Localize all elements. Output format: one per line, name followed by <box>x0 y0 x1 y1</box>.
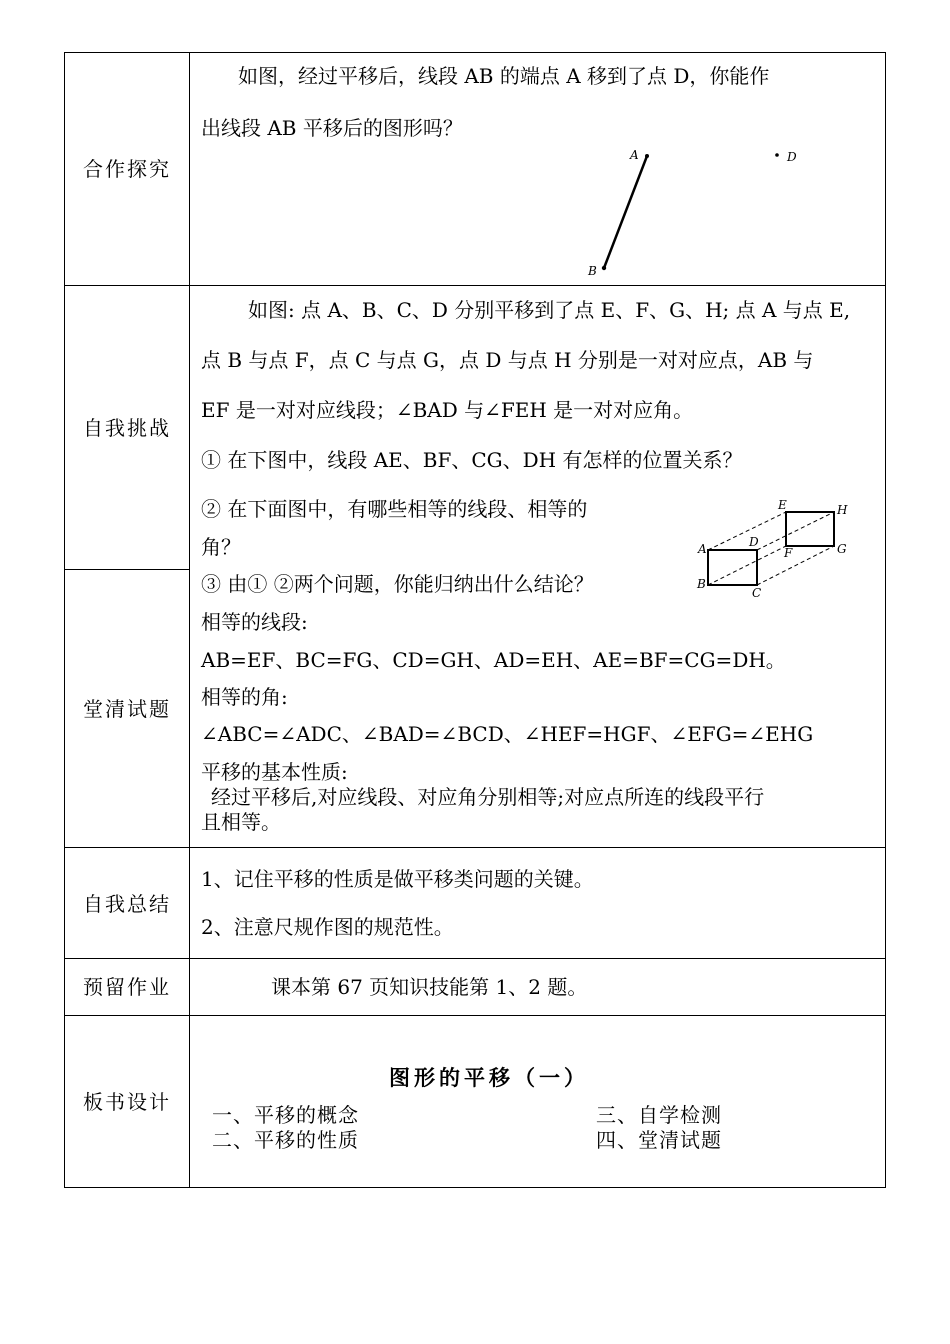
property-line2: 且相等。 <box>201 810 281 834</box>
challenge-question-1: ① 在下图中，线段 AE、BF、CG、DH 有怎样的位置关系？ <box>201 448 743 472</box>
label-f: F <box>784 546 793 560</box>
challenge-text-line1: 如图: 点 A、B、C、D 分别平移到了点 E、F、G、H; 点 A 与点 E, <box>248 298 851 322</box>
row-divider <box>64 1015 886 1016</box>
equal-angles-list: ∠ABC=∠ADC、∠BAD=∠BCD、∠HEF=HGF、∠EFG=∠EHG <box>201 722 814 746</box>
point-d <box>775 153 779 157</box>
label-c: C <box>752 586 762 600</box>
equal-segments-list: AB=EF、BC=FG、CD=GH、AD=EH、AE=BF=CG=DH。 <box>201 648 786 672</box>
column-divider <box>189 52 190 1188</box>
label-a: A <box>698 542 707 556</box>
label-e: E <box>778 498 787 512</box>
segment-ae <box>708 512 786 550</box>
label-divider <box>64 569 189 570</box>
segment-ab <box>604 156 647 268</box>
challenge-text-line2: 点 B 与点 F，点 C 与点 G，点 D 与点 H 分别是一对对应点，AB 与 <box>201 348 814 372</box>
board-item-4: 四、堂清试题 <box>596 1128 722 1152</box>
table-border-bottom <box>64 1187 886 1188</box>
challenge-text-line3: EF 是一对对应线段；∠BAD 与∠FEH 是一对对应角。 <box>201 398 694 422</box>
label-a: A <box>630 148 639 162</box>
property-title: 平移的基本性质: <box>201 760 348 784</box>
rectangle-efgh <box>786 512 834 546</box>
translation-figure <box>690 495 860 605</box>
row-label-summary: 自我总结 <box>83 892 171 916</box>
table-border-right <box>885 52 886 1188</box>
row-divider <box>64 847 886 848</box>
cooperate-text-line1: 如图，经过平移后，线段 AB 的端点 A 移到了点 D，你能作 <box>238 64 770 88</box>
row-label-challenge: 自我挑战 <box>83 416 171 440</box>
board-item-2: 二、平移的性质 <box>212 1128 359 1152</box>
row-divider <box>64 285 886 286</box>
board-item-1: 一、平移的概念 <box>212 1103 359 1127</box>
property-line1: 经过平移后,对应线段、对应角分别相等;对应点所连的线段平行 <box>211 785 765 809</box>
label-d: D <box>787 150 797 164</box>
rectangle-abcd <box>708 550 757 585</box>
table-border-left <box>64 52 65 1188</box>
segment-cg <box>757 546 834 585</box>
challenge-question-3: ③ 由① ②两个问题，你能归纳出什么结论？ <box>201 572 594 596</box>
segment-ab-figure <box>580 140 810 280</box>
equal-segments-title: 相等的线段: <box>201 610 308 634</box>
label-h: H <box>837 503 848 517</box>
row-divider <box>64 958 886 959</box>
board-title: 图形的平移（一） <box>389 1065 589 1090</box>
label-g: G <box>837 542 847 556</box>
cooperate-text-line2: 出线段 AB 平移后的图形吗？ <box>201 116 463 140</box>
challenge-question-2: ② 在下面图中，有哪些相等的线段、相等的 <box>201 497 588 521</box>
label-b: B <box>588 264 597 278</box>
board-item-3: 三、自学检测 <box>596 1103 722 1127</box>
row-label-cooperate: 合作探究 <box>83 157 171 181</box>
homework-text: 课本第 67 页知识技能第 1、2 题。 <box>271 975 588 999</box>
segment-bf <box>708 546 786 585</box>
row-label-homework: 预留作业 <box>83 975 171 999</box>
table-border-top <box>64 52 886 53</box>
label-d: D <box>749 535 759 549</box>
challenge-question-2-cont: 角？ <box>201 535 241 559</box>
summary-item-2: 2、注意尺规作图的规范性。 <box>201 915 454 939</box>
segment-dh <box>757 512 834 550</box>
row-label-classroom: 堂清试题 <box>83 697 171 721</box>
row-label-board: 板书设计 <box>83 1090 171 1114</box>
label-b: B <box>697 577 706 591</box>
equal-angles-title: 相等的角: <box>201 685 288 709</box>
summary-item-1: 1、记住平移的性质是做平移类问题的关键。 <box>201 867 594 891</box>
point-b <box>602 266 606 270</box>
point-a <box>645 154 649 158</box>
